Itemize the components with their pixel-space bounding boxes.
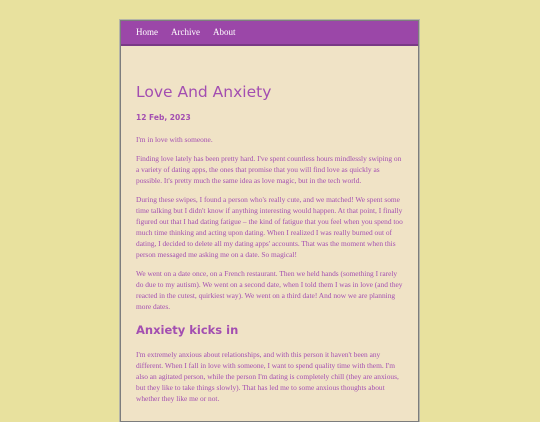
post-paragraph: Finding love lately has been pretty hard. I've spent countless hours mindlessly swiping on a variety of dating apps, the ones that promise that you will find love as quickly as possible. It's pretty much the same idea as love magic, but in the tech world.: [136, 154, 402, 185]
post-paragraph: I'm extremely anxious about relationships, and with this person it haven't been any different. When I fall in love with someone, I want to spend quality time with them. I'm also an agitated person, while the person I'm dating is completely chill (they are anxious, but they like to take things slowly). That has led me to some anxious thoughts about whether they like me or not.: [136, 350, 399, 403]
post-date: 12 Feb, 2023: [136, 113, 191, 122]
top-nav: [121, 21, 418, 46]
nav-link-archive[interactable]: Archive: [171, 27, 200, 37]
post-paragraph: During these swipes, I found a person who's really cute, and we matched! We spent some time talking but I didn't know if anything interesting would happen. At that point, I finally figured out that I had dating fatigue – the kind of fatigue that you feel when you spend too much time thinking and acting upon dating. When I realized I was really burned out of dating, I decided to delete all my dating apps' accounts. That was the moment when this person messaged me asking me on a date. So magical!: [136, 195, 403, 259]
post-paragraph: I'm in love with someone.: [136, 135, 213, 144]
nav-link-home[interactable]: Home: [136, 27, 158, 37]
post-title: Love And Anxiety: [136, 83, 272, 101]
section-heading: Anxiety kicks in: [136, 323, 239, 337]
post-content: [121, 46, 418, 404]
nav-link-about[interactable]: About: [213, 27, 236, 37]
post-paragraph: We went on a date once, on a French restaurant. Then we held hands (something I rarely do due to my autism). We went on a second date, when I told them I was in love (and they reacted in the cutest, quirkiest way). We went on a third date! And now we are planning more dates.: [136, 269, 403, 311]
blog-page: [120, 20, 419, 422]
